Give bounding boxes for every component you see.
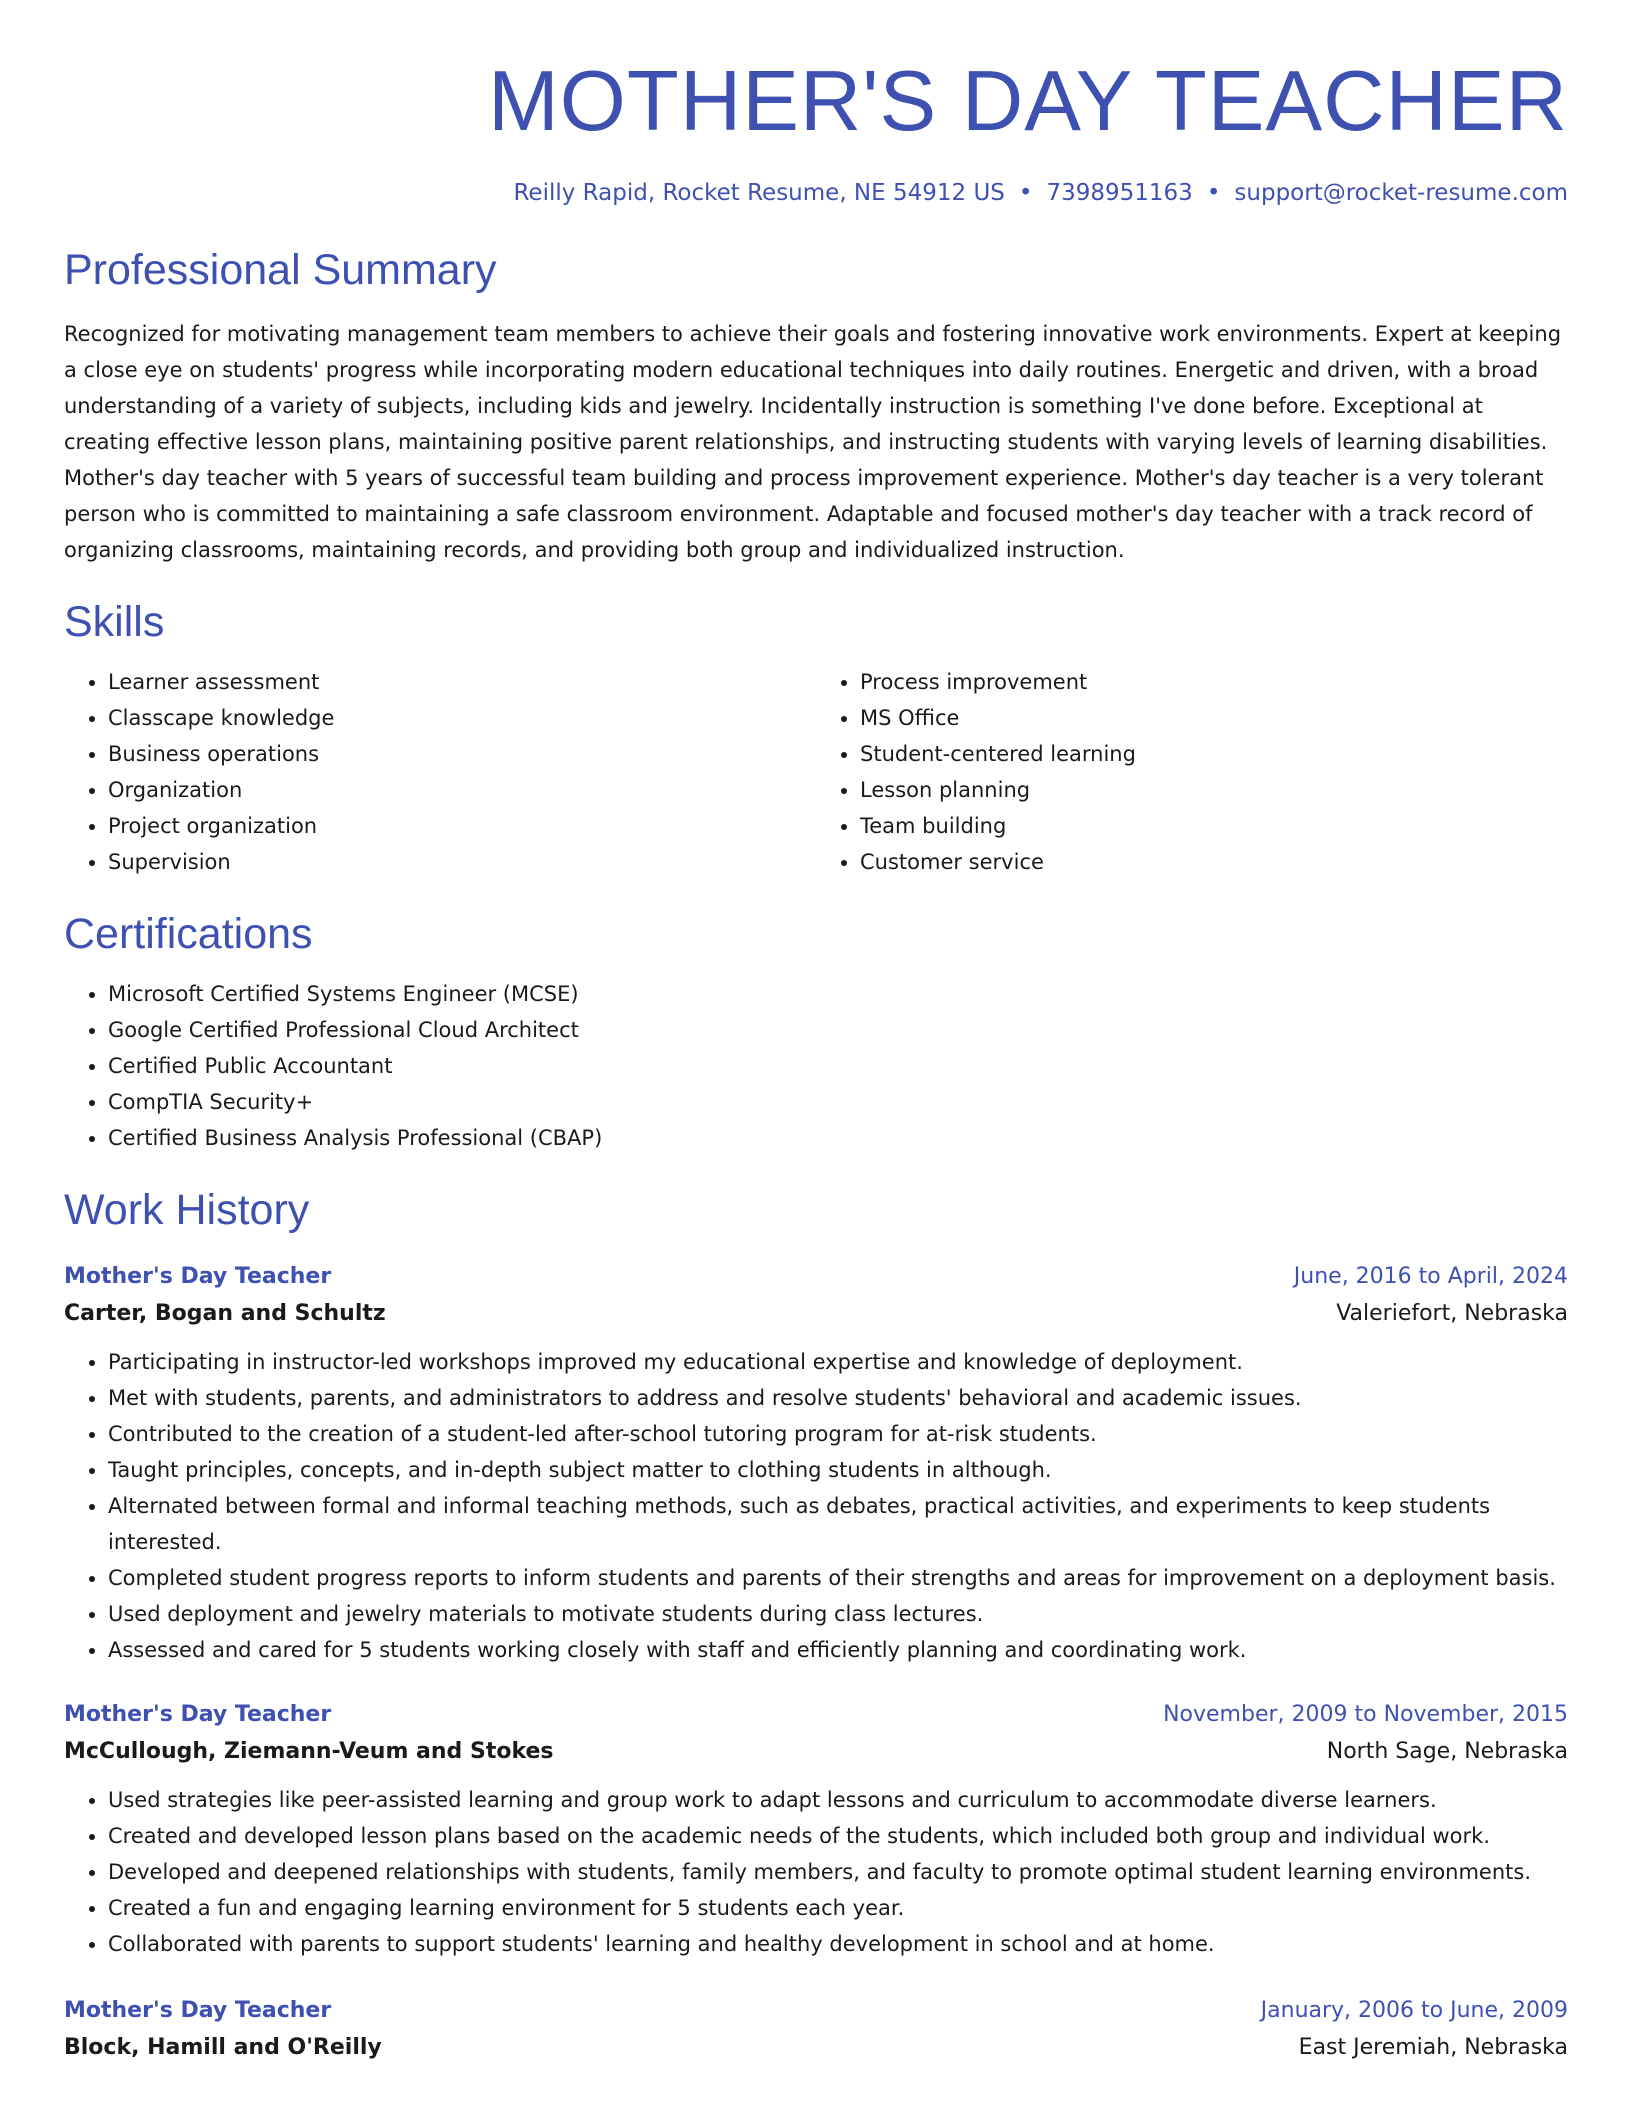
summary-text: Recognized for motivating management team members to achieve their goals and fostering innovative work environments. Expert at keeping a close eye on students' progress while incorporating modern educational techniques into daily routines. Energetic and driven, with a broad understanding of a variety of subjects, including kids and jewelry. Incidentally instruction is something I've done before. Exceptional at creating effective lesson plans, maintaining positive parent relationships, and instructing students with varying levels of learning disabilities. Mother's day teacher with 5 years of successful team building and process improvement experience. Mother's day teacher is a very tolerant person who is committed to maintaining a safe classroom environment. Adaptable and focused mother's day teacher with a track record of organizing classrooms, maintaining records, and providing both group and individualized instruction. xyxy=(64,322,1562,562)
job-bullet: • Participating in instructor-led workshops improved my educational expertise and knowledge of deployment. xyxy=(108,1344,1568,1380)
job-company: McCullough, Ziemann-Veum and Stokes xyxy=(64,1739,554,1764)
job-title-row xyxy=(64,1994,1568,2028)
summary-heading: Professional Summary xyxy=(64,246,497,294)
skill-item: • Process improvement xyxy=(860,664,1568,700)
skill-item: • Lesson planning xyxy=(860,772,1568,808)
contact-phone: 7398951163 xyxy=(1046,180,1193,206)
job-title: Mother's Day Teacher xyxy=(64,1998,332,2023)
skill-item: • Student-centered learning xyxy=(860,736,1568,772)
job-bullet: • Contributed to the creation of a student-led after-school tutoring program for at-risk students. xyxy=(108,1416,1568,1452)
certification-item: • CompTIA Security+ xyxy=(108,1084,1568,1120)
contact-line xyxy=(64,178,1568,208)
contact-address: Reilly Rapid, Rocket Resume, NE 54912 US xyxy=(513,180,1005,206)
skills-columns xyxy=(64,664,1568,880)
job-title-row xyxy=(64,1698,1568,1732)
job-bullets xyxy=(64,1344,1568,1668)
candidate-name: MOTHER'S DAY TEACHER xyxy=(487,54,1568,149)
job-bullet: • Assessed and cared for 5 students working closely with staff and efficiently planning and coordinating work. xyxy=(108,1632,1568,1668)
job-company: Block, Hamill and O'Reilly xyxy=(64,2035,382,2060)
certification-item: • Google Certified Professional Cloud Architect xyxy=(108,1012,1568,1048)
job-bullet: • Used strategies like peer-assisted learning and group work to adapt lessons and curriculum to accommodate diverse learners. xyxy=(108,1782,1568,1818)
certification-item: • Certified Business Analysis Professional (CBAP) xyxy=(108,1120,1568,1156)
skill-item: • Customer service xyxy=(860,844,1568,880)
job-bullet: • Alternated between formal and informal teaching methods, such as debates, practical activities, and experiments to keep students interested. xyxy=(108,1488,1568,1560)
skill-item: • Team building xyxy=(860,808,1568,844)
job-location: North Sage, Nebraska xyxy=(1326,1739,1568,1764)
job-bullet: • Taught principles, concepts, and in-depth subject matter to clothing students in although. xyxy=(108,1452,1568,1488)
skill-item: • Classcape knowledge xyxy=(108,700,816,736)
skill-item: • Supervision xyxy=(108,844,816,880)
contact-email[interactable]: support@rocket-resume.com xyxy=(1234,180,1568,206)
job-title-row xyxy=(64,1260,1568,1294)
skill-item: • MS Office xyxy=(860,700,1568,736)
job-company-row xyxy=(64,1732,1568,1772)
job-bullet: • Completed student progress reports to inform students and parents of their strengths and areas for improvement on a deployment basis. xyxy=(108,1560,1568,1596)
job-entry xyxy=(64,1260,1568,1668)
certification-item: • Certified Public Accountant xyxy=(108,1048,1568,1084)
job-dates: June, 2016 to April, 2024 xyxy=(1293,1264,1568,1289)
resume-header xyxy=(64,0,1568,208)
job-bullet: • Created a fun and engaging learning environment for 5 students each year. xyxy=(108,1890,1568,1926)
job-entry xyxy=(64,1994,1568,2068)
job-title: Mother's Day Teacher xyxy=(64,1702,332,1727)
skills-heading: Skills xyxy=(64,598,165,646)
job-bullet: • Developed and deepened relationships with students, family members, and faculty to promote optimal student learning environments. xyxy=(108,1854,1568,1890)
job-location: East Jeremiah, Nebraska xyxy=(1298,2035,1568,2060)
job-dates: January, 2006 to June, 2009 xyxy=(1260,1998,1568,2023)
job-entry xyxy=(64,1698,1568,1962)
skill-item: • Project organization xyxy=(108,808,816,844)
job-location: Valeriefort, Nebraska xyxy=(1336,1301,1568,1326)
skill-item: • Learner assessment xyxy=(108,664,816,700)
certifications-heading: Certifications xyxy=(64,910,313,958)
skills-right-list xyxy=(816,664,1568,880)
certifications-list xyxy=(64,976,1568,1156)
job-bullet: • Collaborated with parents to support students' learning and healthy development in school and at home. xyxy=(108,1926,1568,1962)
job-bullet: • Created and developed lesson plans based on the academic needs of the students, which included both group and individual work. xyxy=(108,1818,1568,1854)
job-company-row xyxy=(64,1294,1568,1334)
job-dates: November, 2009 to November, 2015 xyxy=(1163,1702,1568,1727)
contact-separator: • xyxy=(1018,180,1033,206)
contact-separator: • xyxy=(1206,180,1221,206)
skills-left-list xyxy=(64,664,816,880)
certification-item: • Microsoft Certified Systems Engineer (MCSE) xyxy=(108,976,1568,1012)
job-company: Carter, Bogan and Schultz xyxy=(64,1301,386,1326)
work-history-heading: Work History xyxy=(64,1186,310,1234)
skill-item: • Business operations xyxy=(108,736,816,772)
job-bullet: • Met with students, parents, and administrators to address and resolve students' behavioral and academic issues. xyxy=(108,1380,1568,1416)
skill-item: • Organization xyxy=(108,772,816,808)
job-bullet: • Used deployment and jewelry materials to motivate students during class lectures. xyxy=(108,1596,1568,1632)
job-bullets xyxy=(64,1782,1568,1962)
job-title: Mother's Day Teacher xyxy=(64,1264,332,1289)
job-company-row xyxy=(64,2028,1568,2068)
